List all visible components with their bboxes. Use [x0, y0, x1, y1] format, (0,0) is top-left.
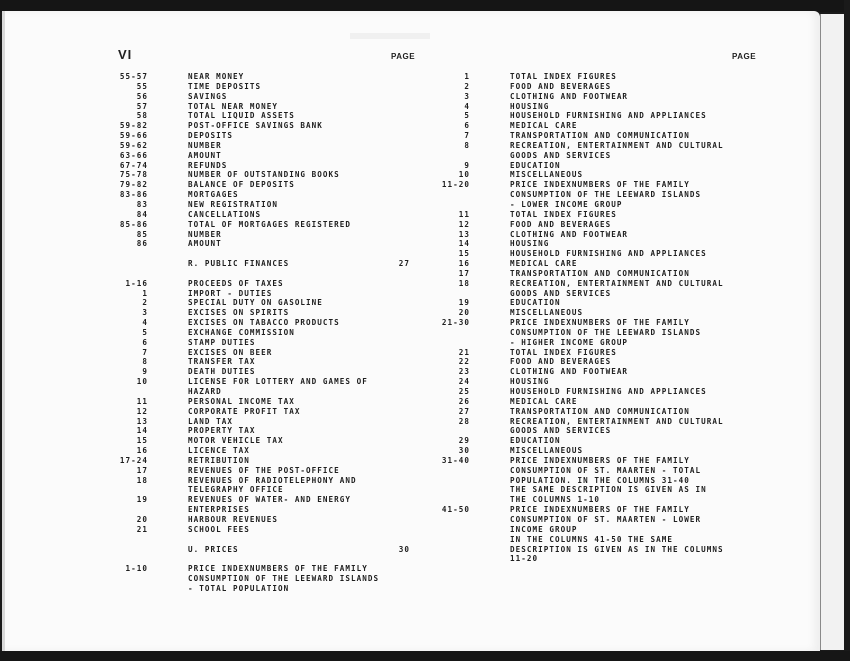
table-number: 18: [458, 278, 470, 288]
table-description: MEDICAL CARE: [510, 121, 578, 131]
table-description: TELEGRAPHY OFFICE: [188, 485, 284, 495]
table-number: 6: [142, 337, 148, 347]
table-description: BALANCE OF DEPOSITS: [188, 180, 295, 190]
table-number: 55-57: [119, 72, 148, 81]
table-number: 86: [136, 239, 148, 249]
section-page-number: 27: [398, 259, 410, 269]
table-description: GOODS AND SERVICES: [510, 426, 612, 436]
table-number: 10: [458, 170, 470, 180]
table-number: 58: [136, 111, 148, 121]
table-number: 25: [458, 387, 470, 396]
table-number: 10: [136, 377, 148, 387]
table-number: 29: [458, 436, 470, 446]
table-number: 7: [464, 131, 470, 141]
table-number: 28: [458, 416, 470, 426]
table-description: CORPORATE PROFIT TAX: [188, 406, 301, 416]
table-description: GOODS AND SERVICES: [510, 288, 612, 298]
table-description: SAVINGS: [188, 91, 228, 101]
table-description: TOTAL INDEX FIGURES: [510, 72, 617, 81]
table-description: AMOUNT: [188, 150, 222, 160]
page-column-header-left: PAGE: [391, 52, 416, 61]
table-number: 24: [458, 377, 470, 387]
table-description: CLOTHING AND FOOTWEAR: [510, 367, 629, 377]
table-description: SPECIAL DUTY ON GASOLINE: [188, 298, 323, 308]
table-description: CONSUMPTION OF THE LEEWARD ISLANDS: [510, 327, 702, 337]
table-description: MORTGAGES: [188, 190, 239, 200]
table-description: HAZARD: [188, 387, 222, 396]
table-number: 16: [136, 446, 148, 456]
table-description: CLOTHING AND FOOTWEAR: [510, 91, 629, 101]
table-description: RECREATION, ENTERTAINMENT AND CULTURAL: [510, 140, 724, 150]
roman-page-number: VI: [118, 47, 133, 62]
table-description: LAND TAX: [188, 416, 233, 426]
table-description: AMOUNT: [188, 239, 222, 249]
table-description: 11-20: [510, 554, 539, 564]
table-number: 59-82: [119, 121, 148, 131]
table-description: HARBOUR REVENUES: [188, 514, 278, 524]
table-description: TIME DEPOSITS: [188, 81, 262, 91]
table-number: 2: [464, 81, 470, 91]
table-description: TRANSFER TAX: [188, 357, 256, 367]
table-number: 22: [458, 357, 470, 367]
table-number: 4: [142, 318, 148, 328]
table-description: - HIGHER INCOME GROUP: [510, 337, 629, 347]
table-description: TOTAL LIQUID ASSETS: [188, 111, 295, 121]
table-description: ENTERPRISES: [188, 505, 250, 515]
table-number: 15: [458, 249, 470, 259]
table-description: EDUCATION: [510, 298, 561, 308]
bleed-through-decoration: [350, 33, 430, 39]
table-description: MISCELLANEOUS: [510, 170, 584, 180]
table-description: DEATH DUTIES: [188, 367, 256, 377]
table-number: 84: [136, 209, 148, 219]
table-number: 3: [464, 91, 470, 101]
table-description: RETRIBUTION: [188, 455, 250, 465]
table-description: LICENSE FOR LOTTERY AND GAMES OF: [188, 377, 368, 387]
table-number: 41-50: [441, 505, 470, 515]
table-description: GOODS AND SERVICES: [510, 150, 612, 160]
table-description: PERSONAL INCOME TAX: [188, 396, 295, 406]
table-description: CONSUMPTION OF ST. MAARTEN - LOWER: [510, 514, 702, 524]
table-number: 21-30: [441, 318, 470, 328]
table-description: MISCELLANEOUS: [510, 446, 584, 456]
table-description: HOUSEHOLD FURNISHING AND APPLIANCES: [510, 387, 707, 396]
table-number: 12: [136, 406, 148, 416]
table-description: EXCHANGE COMMISSION: [188, 327, 295, 337]
table-description: NEAR MONEY: [188, 72, 245, 81]
table-number: 85-86: [119, 219, 148, 229]
table-description: FOOD AND BEVERAGES: [510, 357, 612, 367]
table-number: 17-24: [119, 455, 148, 465]
table-description: HOUSING: [510, 377, 550, 387]
table-description: - TOTAL POPULATION: [188, 583, 290, 593]
table-description: HOUSEHOLD FURNISHING AND APPLIANCES: [510, 111, 707, 121]
table-description: PRICE INDEXNUMBERS OF THE FAMILY: [510, 318, 690, 328]
table-number: 7: [142, 347, 148, 357]
page-stack-edge: [820, 14, 845, 650]
table-description: PRICE INDEXNUMBERS OF THE FAMILY: [510, 505, 690, 515]
table-number: 15: [136, 436, 148, 446]
table-description: NEW REGISTRATION: [188, 199, 278, 209]
table-number: 26: [458, 396, 470, 406]
scan-bottom-border: [0, 651, 850, 661]
table-number: 9: [464, 160, 470, 170]
table-description: POPULATION. IN THE COLUMNS 31-40: [510, 475, 690, 485]
table-description: PRICE INDEXNUMBERS OF THE FAMILY: [510, 180, 690, 190]
table-description: MOTOR VEHICLE TAX: [188, 436, 284, 446]
table-description: REFUNDS: [188, 160, 228, 170]
table-number: 21: [458, 347, 470, 357]
table-description: RECREATION, ENTERTAINMENT AND CULTURAL: [510, 416, 724, 426]
table-number: 3: [142, 308, 148, 318]
table-description: RECREATION, ENTERTAINMENT AND CULTURAL: [510, 278, 724, 288]
table-number: 67-74: [119, 160, 148, 170]
section-title: R. PUBLIC FINANCES: [188, 259, 290, 269]
table-description: CLOTHING AND FOOTWEAR: [510, 229, 629, 239]
table-number: 83-86: [119, 190, 148, 200]
table-description: FOOD AND BEVERAGES: [510, 219, 612, 229]
table-number: 4: [464, 101, 470, 111]
table-description: TOTAL INDEX FIGURES: [510, 209, 617, 219]
table-number: 11-20: [441, 180, 470, 190]
table-number: 57: [136, 101, 148, 111]
table-number: 75-78: [119, 170, 148, 180]
table-number: 56: [136, 91, 148, 101]
table-number: 85: [136, 229, 148, 239]
table-description: - LOWER INCOME GROUP: [510, 199, 623, 209]
table-description: REVENUES OF WATER- AND ENERGY: [188, 495, 352, 505]
table-description: TOTAL NEAR MONEY: [188, 101, 278, 111]
table-number: 8: [464, 140, 470, 150]
table-number: 1: [464, 72, 470, 81]
table-description: TRANSPORTATION AND COMMUNICATION: [510, 268, 690, 278]
table-number: 30: [458, 446, 470, 456]
table-description: MEDICAL CARE: [510, 396, 578, 406]
table-number: 19: [136, 495, 148, 505]
table-number: 59-62: [119, 140, 148, 150]
table-number: 21: [136, 524, 148, 534]
table-description: TOTAL INDEX FIGURES: [510, 347, 617, 357]
table-number: 16: [458, 259, 470, 269]
table-number: 9: [142, 367, 148, 377]
table-description: CANCELLATIONS: [188, 209, 262, 219]
table-description: CONSUMPTION OF ST. MAARTEN - TOTAL: [510, 465, 702, 475]
table-number: 17: [136, 465, 148, 475]
table-number: 19: [458, 298, 470, 308]
section-page-number: 30: [398, 544, 410, 554]
table-description: HOUSING: [510, 101, 550, 111]
table-number: 14: [458, 239, 470, 249]
table-description: EXCISES ON SPIRITS: [188, 308, 290, 318]
page-column-header-right: PAGE: [732, 52, 757, 61]
table-description: MISCELLANEOUS: [510, 308, 584, 318]
table-number: 13: [136, 416, 148, 426]
table-description: HOUSEHOLD FURNISHING AND APPLIANCES: [510, 249, 707, 259]
table-description: TOTAL OF MORTGAGES REGISTERED: [188, 219, 352, 229]
table-number: 27: [458, 406, 470, 416]
table-number: 14: [136, 426, 148, 436]
table-description: POST-OFFICE SAVINGS BANK: [188, 121, 323, 131]
table-number: 8: [142, 357, 148, 367]
table-number: 17: [458, 268, 470, 278]
table-number: 12: [458, 219, 470, 229]
table-number: 63-66: [119, 150, 148, 160]
table-description: STAMP DUTIES: [188, 337, 256, 347]
table-number: 11: [458, 209, 470, 219]
table-description: EXCISES ON BEER: [188, 347, 273, 357]
table-description: TRANSPORTATION AND COMMUNICATION: [510, 131, 690, 141]
table-description: EDUCATION: [510, 436, 561, 446]
table-number: 5: [464, 111, 470, 121]
table-description: NUMBER OF OUTSTANDING BOOKS: [188, 170, 340, 180]
table-description: FOOD AND BEVERAGES: [510, 81, 612, 91]
table-number: 31-40: [441, 455, 470, 465]
table-description: NUMBER: [188, 229, 222, 239]
table-description: PRICE INDEXNUMBERS OF THE FAMILY: [188, 564, 368, 574]
table-description: IMPORT - DUTIES: [188, 288, 273, 298]
table-description: REVENUES OF RADIOTELEPHONY AND: [188, 475, 357, 485]
table-number: 1: [142, 288, 148, 298]
table-description: NUMBER: [188, 140, 222, 150]
table-description: TRANSPORTATION AND COMMUNICATION: [510, 406, 690, 416]
table-number: 23: [458, 367, 470, 377]
table-number: 13: [458, 229, 470, 239]
table-number: 59-66: [119, 131, 148, 141]
table-number: 20: [458, 308, 470, 318]
section-title: U. PRICES: [188, 544, 239, 554]
table-description: CONSUMPTION OF THE LEEWARD ISLANDS: [188, 574, 380, 584]
table-description: IN THE COLUMNS 41-50 THE SAME: [510, 534, 674, 544]
table-description: INCOME GROUP: [510, 524, 578, 534]
table-number: 83: [136, 199, 148, 209]
table-description: CONSUMPTION OF THE LEEWARD ISLANDS: [510, 190, 702, 200]
table-number: 55: [136, 81, 148, 91]
table-description: DESCRIPTION IS GIVEN AS IN THE COLUMNS: [510, 544, 724, 554]
table-number: 20: [136, 514, 148, 524]
table-number: 11: [136, 396, 148, 406]
scan-right-border: [844, 0, 850, 661]
page-left-edge: [2, 11, 5, 651]
table-number: 18: [136, 475, 148, 485]
table-number: 5: [142, 327, 148, 337]
table-description: LICENCE TAX: [188, 446, 250, 456]
table-description: PROPERTY TAX: [188, 426, 256, 436]
table-description: THE COLUMNS 1-10: [510, 495, 600, 505]
table-number: 1-16: [125, 278, 148, 288]
table-description: EDUCATION: [510, 160, 561, 170]
table-number: 1-10: [125, 564, 148, 574]
table-number: 2: [142, 298, 148, 308]
table-description: HOUSING: [510, 239, 550, 249]
table-number: 6: [464, 121, 470, 131]
table-description: EXCISES ON TABACCO PRODUCTS: [188, 318, 340, 328]
table-description: MEDICAL CARE: [510, 259, 578, 269]
table-number: 79-82: [119, 180, 148, 190]
table-description: THE SAME DESCRIPTION IS GIVEN AS IN: [510, 485, 707, 495]
table-description: DEPOSITS: [188, 131, 233, 141]
table-description: PROCEEDS OF TAXES: [188, 278, 284, 288]
table-description: SCHOOL FEES: [188, 524, 250, 534]
table-description: PRICE INDEXNUMBERS OF THE FAMILY: [510, 455, 690, 465]
table-description: REVENUES OF THE POST-OFFICE: [188, 465, 340, 475]
